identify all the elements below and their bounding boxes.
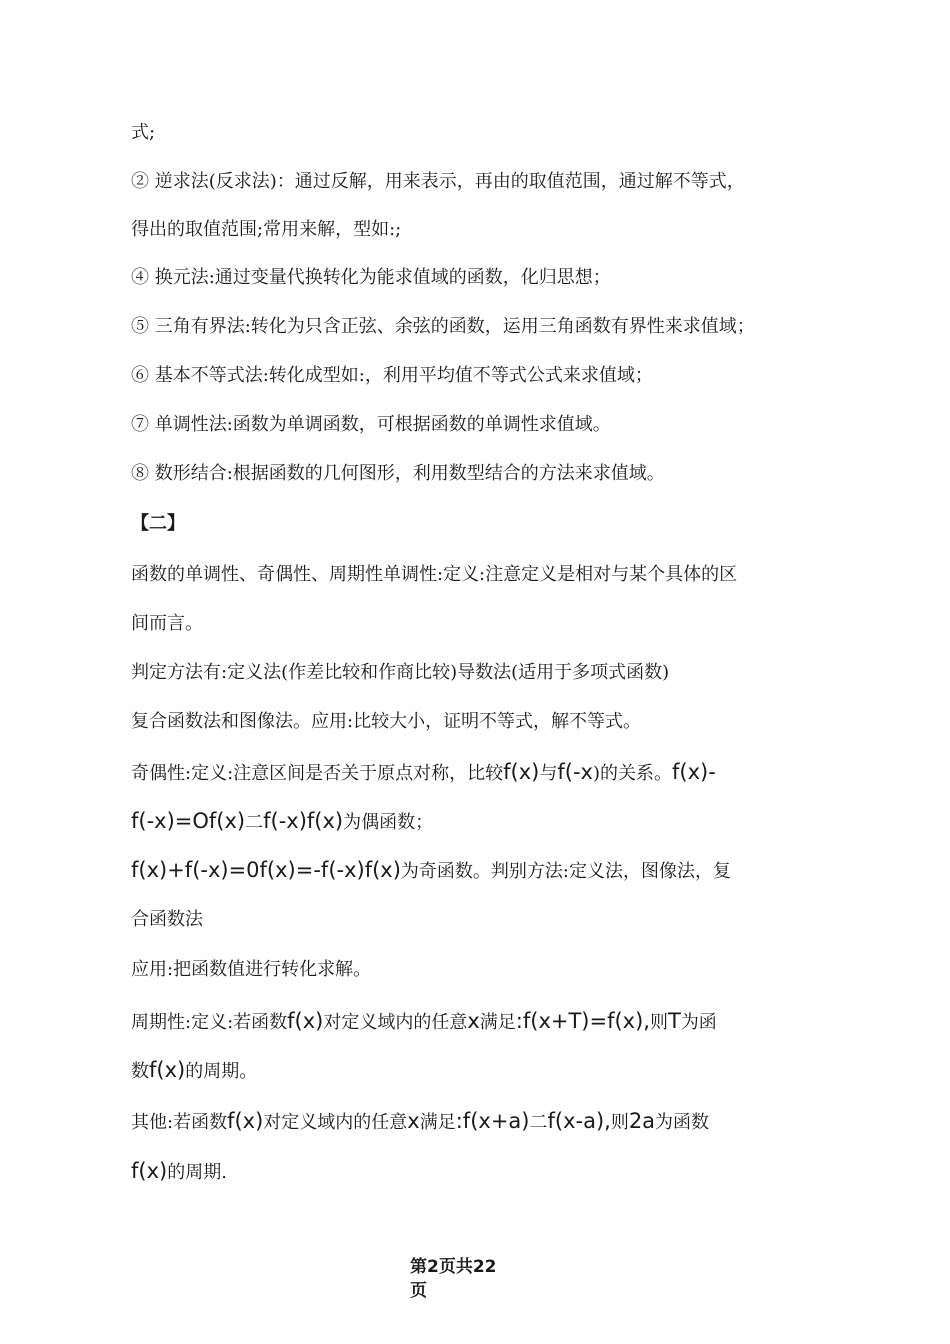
text-line: 间而言。 xyxy=(131,613,203,634)
text-line: 合函数法 xyxy=(131,909,203,930)
math-expression: f(-x)=Of(x) xyxy=(131,809,246,833)
text-span: 为函 xyxy=(680,1012,717,1033)
text-line: 复合函数法和图像法。应用:比较大小，证明不等式，解不等式。 xyxy=(131,711,642,732)
text-line: ② 逆求法(反求法)：通过反解，用来表示，再由的取值范围，通过解不等式， xyxy=(131,171,745,192)
math-expression: f(x) xyxy=(503,760,540,784)
text-span: 满足 xyxy=(479,1012,516,1033)
text-span: 对定义域内的任意 xyxy=(263,1112,408,1133)
text-line: 得出的取值范围;常用来解，型如:; xyxy=(131,219,402,240)
text-span: 为偶函数； xyxy=(343,812,434,833)
text-span: 二 xyxy=(245,812,264,833)
math-expression: 2a xyxy=(628,1109,656,1133)
section-heading: 【二】 xyxy=(131,513,185,534)
math-expression: :f(x+T)=f(x), xyxy=(515,1009,650,1033)
parity-line-3 xyxy=(131,858,731,884)
text-span: 的周期. xyxy=(167,1162,227,1183)
math-expression: f(x)+f(-x)=0f(x)=-f(-x)f(x) xyxy=(131,858,401,882)
text-span: )的关系。 xyxy=(592,763,672,784)
text-span: 满足 xyxy=(419,1112,456,1133)
text-span: 的周期。 xyxy=(185,1061,258,1082)
text-line: 函数的单调性、奇偶性、周期性单调性:定义:注意定义是相对与某个具体的区 xyxy=(131,564,738,585)
text-line: ⑧ 数形结合:根据函数的几何图形，利用数型结合的方法来求值域。 xyxy=(131,463,665,484)
other-line-2 xyxy=(131,1159,227,1185)
text-span: 则 xyxy=(610,1112,629,1133)
page-footer-continued: 页 xyxy=(410,1281,427,1301)
period-line-1 xyxy=(131,1009,717,1035)
text-line: ⑦ 单调性法:函数为单调函数，可根据函数的单调性求值域。 xyxy=(131,414,611,435)
math-expression: x xyxy=(467,1009,480,1033)
text-line: 应用:把函数值进行转化求解。 xyxy=(131,959,372,980)
math-expression: f(-x)f(x) xyxy=(263,809,344,833)
math-expression: f(x)- xyxy=(671,760,716,784)
text-line: ⑤ 三角有界法:转化为只含正弦、余弦的函数，运用三角函数有界性来求值域； xyxy=(131,316,755,337)
text-span: 则 xyxy=(649,1012,668,1033)
math-expression: :f(x+a) xyxy=(455,1109,530,1133)
math-expression: f(x) xyxy=(131,1159,168,1183)
math-expression: f(x) xyxy=(227,1109,264,1133)
text-line: ④ 换元法:通过变量代换转化为能求值域的函数，化归思想； xyxy=(131,267,611,288)
text-line: ⑥ 基本不等式法:转化成型如:，利用平均值不等式公式来求值域； xyxy=(131,365,653,386)
math-expression: T xyxy=(667,1009,681,1033)
other-line-1 xyxy=(131,1109,709,1135)
text-span: 奇偶性:定义:注意区间是否关于原点对称，比较 xyxy=(131,763,504,784)
text-span: 与 xyxy=(539,763,558,784)
text-span: 其他:若函数 xyxy=(131,1112,228,1133)
text-line: 判定方法有:定义法(作差比较和作商比较)导数法(适用于多项式函数) xyxy=(131,662,670,683)
text-span: 对定义域内的任意 xyxy=(323,1012,468,1033)
math-expression: x xyxy=(407,1109,420,1133)
parity-line-1 xyxy=(131,760,716,786)
math-expression: f(x-a), xyxy=(547,1109,611,1133)
text-line: 式; xyxy=(131,122,156,143)
text-span: 为函数 xyxy=(655,1112,710,1133)
text-span: 周期性:定义:若函数 xyxy=(131,1012,288,1033)
math-expression: f(-x xyxy=(557,760,593,784)
math-expression: f(x) xyxy=(149,1058,186,1082)
period-line-2 xyxy=(131,1058,257,1084)
parity-line-2 xyxy=(131,809,433,835)
text-span: 数 xyxy=(131,1061,149,1082)
page-footer: 第2页共22 xyxy=(410,1257,497,1277)
text-span: 为奇函数。判别方法:定义法，图像法，复 xyxy=(400,861,731,882)
text-span: 二 xyxy=(529,1112,548,1133)
math-expression: f(x) xyxy=(287,1009,324,1033)
